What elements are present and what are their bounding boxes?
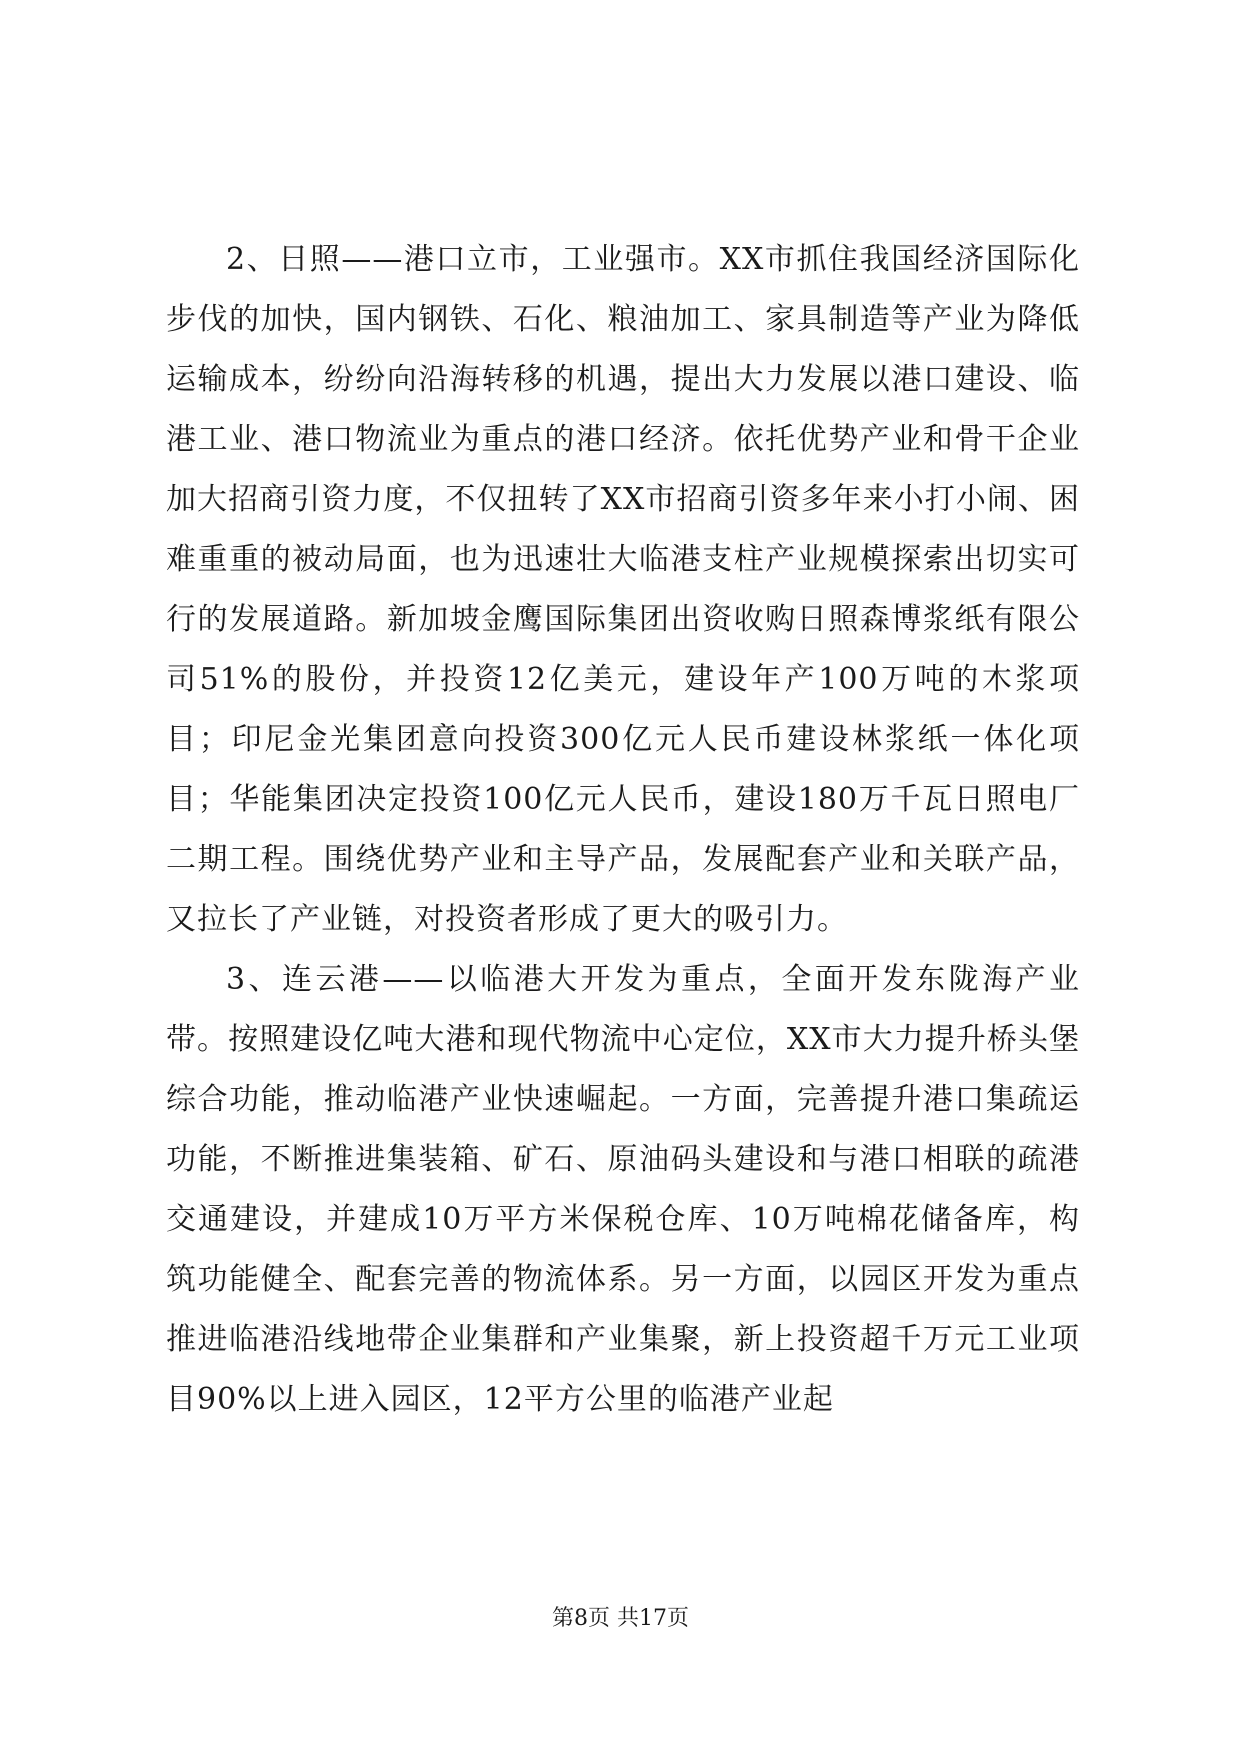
document-body [166,230,1080,1430]
page-footer [0,1604,1241,1634]
page-number: 第8页 共17页 [552,1606,689,1631]
paragraph-rizhao: 2、日照——港口立市，工业强市。XX市抓住我国经济国际化步伐的加快，国内钢铁、石化、粮油加工、家具制造等产业为降低运输成本，纷纷向沿海转移的机遇，提出大力发展以港口建设、临港工业、港口物流业为重点的港口经济。依托优势产业和骨干企业加大招商引资力度，不仅扭转了XX市招商引资多年来小打小闹、困难重重的被动局面，也为迅速壮大临港支柱产业规模探索出切实可行的发展道路。新加坡金鹰国际集团出资收购日照森博浆纸有限公司51%的股份，并投资12亿美元，建设年产100万吨的木浆项目；印尼金光集团意向投资300亿元人民币建设林浆纸一体化项目；华能集团决定投资100亿元人民币，建设180万千瓦日照电厂二期工程。围绕优势产业和主导产品，发展配套产业和关联产品，又拉长了产业链，对投资者形成了更大的吸引力。 [166,242,1080,937]
paragraph-lianyungang: 3、连云港——以临港大开发为重点，全面开发东陇海产业带。按照建设亿吨大港和现代物流中心定位，XX市大力提升桥头堡综合功能，推动临港产业快速崛起。一方面，完善提升港口集疏运功能，不断推进集装箱、矿石、原油码头建设和与港口相联的疏港交通建设，并建成10万平方米保税仓库、10万吨棉花储备库，构筑功能健全、配套完善的物流体系。另一方面，以园区开发为重点推进临港沿线地带企业集群和产业集聚，新上投资超千万元工业项目90%以上进入园区，12平方公里的临港产业起 [166,962,1080,1417]
